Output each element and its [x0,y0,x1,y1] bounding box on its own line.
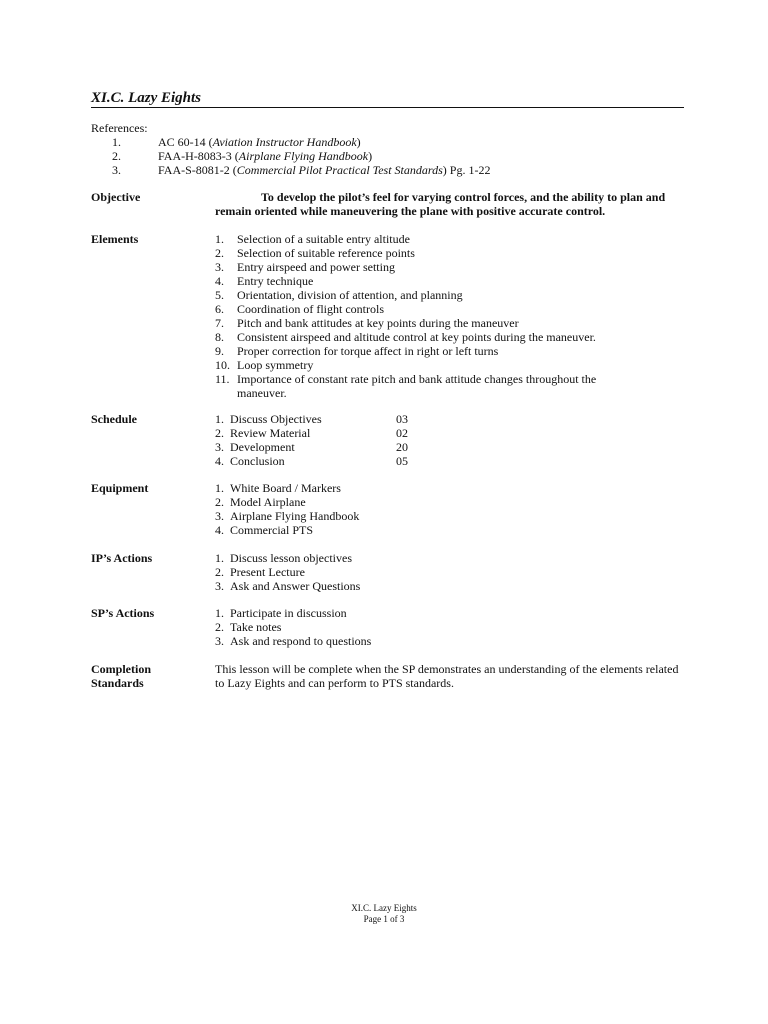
schedule-item: 3. Development [215,440,295,454]
list-item: 1. Discuss lesson objectives [215,551,352,565]
reference-number: 2. [112,149,121,163]
ip-actions-label: IP’s Actions [91,551,153,565]
reference-code: FAA-S-8081-2 [158,163,230,177]
references-label: References: [91,121,148,135]
reference-title: Commercial Pilot Practical Test Standards [236,163,443,177]
completion-text: This lesson will be complete when the SP demonstrates an understanding of the elements related to Lazy Eights and can perform to PTS standards. [215,662,679,690]
list-item: 3. Ask and respond to questions [215,634,372,648]
page-title: XI.C. Lazy Eights [91,89,684,108]
schedule-minutes: 02 [396,426,408,440]
completion-label-line2: Standards [91,676,144,690]
schedule-item: 1. Discuss Objectives [215,412,322,426]
elements-list [215,232,635,400]
schedule-minutes: 03 [396,412,408,426]
completion-label-line1: Completion [91,662,151,676]
reference-title: Airplane Flying Handbook [238,149,369,163]
schedule-label: Schedule [91,412,138,426]
objective-text: To develop the pilot’s feel for varying control forces, and the ability to plan and remain oriented while maneuvering the plane with positive accurate control. [215,190,666,218]
completion-label [91,662,151,690]
list-item: 9. Proper correction for torque affect in right or left turns [215,344,499,358]
reference-code: AC 60-14 [158,135,206,149]
list-item: 7. Pitch and bank attitudes at key points during the maneuver [215,316,519,330]
reference-number: 1. [112,135,121,149]
list-item: 11. Importance of constant rate pitch and bank attitude changes throughout the maneuver. [215,372,597,400]
list-item: 10. Loop symmetry [215,358,314,372]
list-item: 4. Entry technique [215,274,314,288]
list-item: 8. Consistent airspeed and altitude control at key points during the maneuver. [215,330,596,344]
reference-number: 3. [112,163,121,177]
schedule-minutes: 20 [396,440,408,454]
list-item: 2. Take notes [215,620,282,634]
schedule-minutes: 05 [396,454,408,468]
reference-title: Aviation Instructor Handbook [212,135,357,149]
list-item: 1. White Board / Markers [215,481,341,495]
schedule-item: 2. Review Material [215,426,311,440]
objective-label: Objective [91,190,141,204]
list-item: 2. Present Lecture [215,565,305,579]
list-item: 5. Orientation, division of attention, and planning [215,288,463,302]
reference-suffix: Pg. 1-22 [446,163,491,177]
list-item: 1. Participate in discussion [215,606,347,620]
list-item: 3. Ask and Answer Questions [215,579,361,593]
list-item: 2. Selection of suitable reference points [215,246,415,260]
list-item: 3. Airplane Flying Handbook [215,509,360,523]
footer-title: XI.C. Lazy Eights [351,903,417,913]
list-item: 4. Commercial PTS [215,523,313,537]
elements-label: Elements [91,232,139,246]
list-item: 3. Entry airspeed and power setting [215,260,395,274]
schedule-item: 4. Conclusion [215,454,285,468]
list-item: 6. Coordination of flight controls [215,302,384,316]
reference-code: FAA-H-8083-3 [158,149,232,163]
footer-page-number: Page 1 of 3 [363,914,405,924]
list-item: 2. Model Airplane [215,495,306,509]
sp-actions-label: SP’s Actions [91,606,155,620]
equipment-label: Equipment [91,481,149,495]
list-item: 1. Selection of a suitable entry altitude [215,232,410,246]
